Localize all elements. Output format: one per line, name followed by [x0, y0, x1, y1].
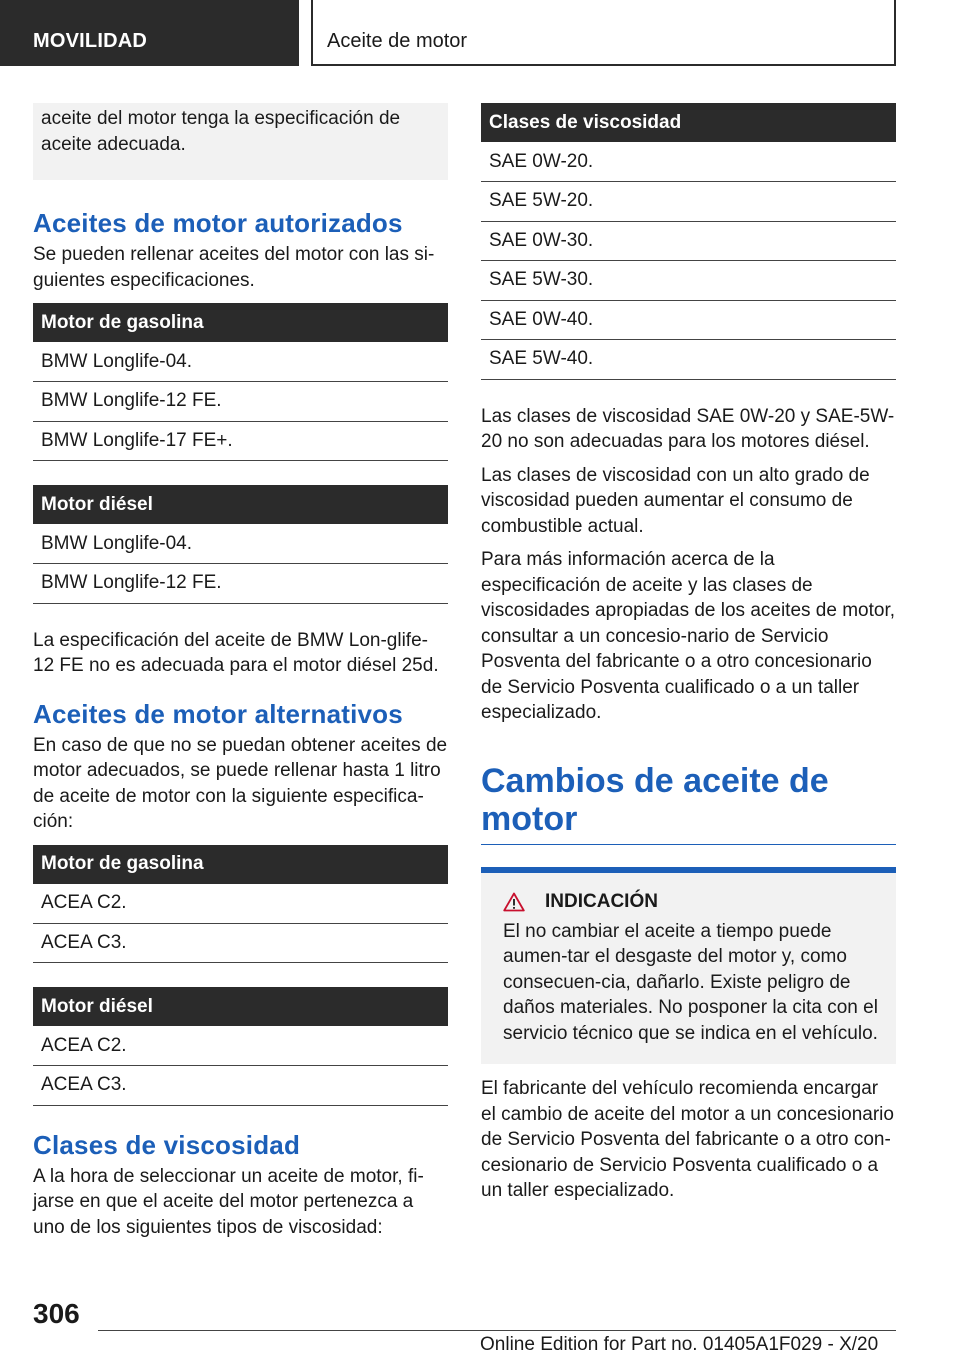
warning-triangle-icon [503, 892, 525, 912]
table-row: ACEA C3. [33, 1066, 448, 1106]
approved-intro: Se pueden rellenar aceites del motor con las si-guientes especificaciones. [33, 244, 435, 291]
table-header: Motor diésel [33, 987, 448, 1026]
table-row: SAE 5W-30. [481, 261, 896, 301]
oil-change-recommendation: El fabricante del vehículo recomienda encargar el cambio de aceite del motor a un concesionario de Servicio Posventa del fabricante o a otro con-cesionario de Servicio Posventa cualificado o a un taller especializado. [481, 1078, 894, 1201]
page-header [0, 0, 960, 66]
viscosity-intro: A la hora de seleccionar un aceite de motor, fi-jarse en que el aceite del motor pertenezca a uno de los siguientes tipos de viscosidad: [33, 1165, 424, 1238]
table-row: ACEA C2. [33, 884, 448, 924]
table-row: BMW Longlife-04. [33, 342, 448, 382]
left-column [33, 103, 448, 1248]
table-alternative-gasoline [33, 845, 448, 964]
table-row: ACEA C2. [33, 1026, 448, 1066]
alternative-intro: En caso de que no se puedan obtener aceites de motor adecuados, se puede rellenar hasta 1 litro de aceite de motor con la siguiente especifica-ción: [33, 734, 448, 832]
table-header: Motor diésel [33, 485, 448, 524]
table-row: SAE 0W-40. [481, 300, 896, 340]
viscosity-consumption-note: Las clases de viscosidad con un alto grado de viscosidad pueden aumentar el consumo de combustible actual. [481, 464, 870, 537]
table-row: BMW Longlife-12 FE. [33, 564, 448, 604]
footer-divider [98, 1330, 896, 1331]
heading-viscosity-classes: Clases de viscosidad [33, 1129, 301, 1160]
table-viscosity-classes [481, 103, 896, 380]
section-tab: MOVILIDAD [0, 0, 299, 66]
table-row: SAE 5W-40. [481, 340, 896, 380]
notice-box [481, 867, 896, 1065]
table-header: Motor de gasolina [33, 845, 448, 884]
notice-text: El no cambiar el aceite a tiempo puede aumen-tar el desgaste del motor y, como consecuen-cia, dañarlo. Existe peligro de daños materiales. No posponer la cita con el servicio técnico que se indica en el vehículo. [503, 920, 878, 1044]
table-row: ACEA C3. [33, 923, 448, 963]
page-number: 306 [33, 1298, 80, 1329]
table-row: SAE 0W-30. [481, 221, 896, 261]
edition-info: Online Edition for Part no. 01405A1F029 - X/20 [480, 1334, 879, 1355]
notice-label: INDICACIÓN [545, 890, 658, 912]
table-row: SAE 5W-20. [481, 182, 896, 222]
heading-approved-oils: Aceites de motor autorizados [33, 208, 403, 238]
chapter-title: Aceite de motor [311, 0, 896, 66]
table-approved-diesel [33, 485, 448, 604]
table-approved-gasoline [33, 303, 448, 461]
table-row: BMW Longlife-17 FE+. [33, 421, 448, 461]
table-header: Motor de gasolina [33, 303, 448, 342]
right-column [481, 103, 896, 1212]
table-row: BMW Longlife-04. [33, 524, 448, 564]
heading-oil-changes: Cambios de aceite de motor [481, 762, 896, 845]
table-row: BMW Longlife-12 FE. [33, 382, 448, 422]
table-row: SAE 0W-20. [481, 142, 896, 182]
more-info-paragraph: Para más información acerca de la especificación de aceite y las clases de viscosidades apropiadas de los aceites de motor, consultar a un concesio-nario de Servicio Posventa del fabricante o a otro concesionario de Servicio Posventa cualificado o a un taller especializado. [481, 549, 896, 723]
heading-alternative-oils: Aceites de motor alternativos [33, 698, 403, 729]
longlife-note: La especificación del aceite de BMW Lon-glife-12 FE no es adecuada para el motor diésel 25d. [33, 629, 439, 676]
table-header: Clases de viscosidad [481, 103, 896, 142]
continued-text-box [33, 103, 448, 180]
table-alternative-diesel [33, 987, 448, 1106]
viscosity-diesel-note: Las clases de viscosidad SAE 0W-20 y SAE-5W-20 no son adecuadas para los motores diésel. [481, 405, 895, 452]
continued-text: aceite del motor tenga la especificación de aceite adecuada. [41, 108, 401, 155]
